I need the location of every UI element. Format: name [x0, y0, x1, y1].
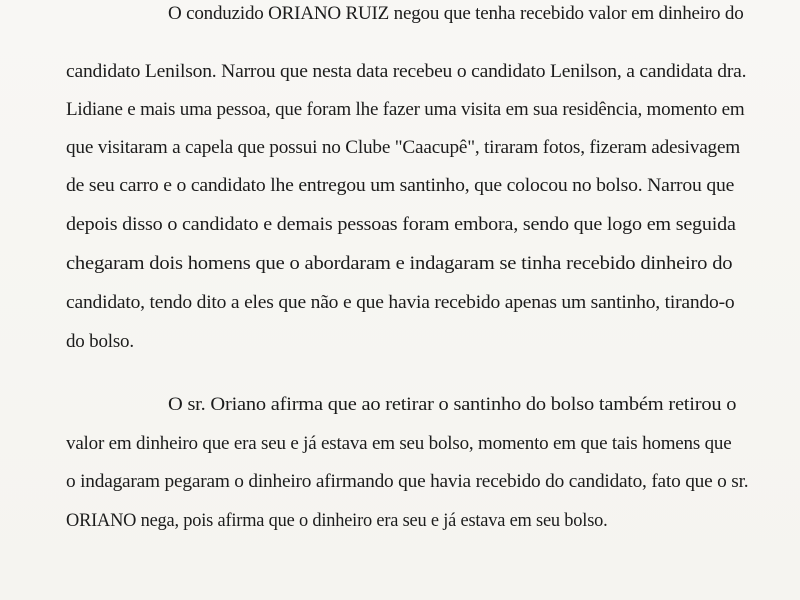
- text-line: O conduzido ORIANO RUIZ negou que tenha recebido valor em dinheiro do: [168, 3, 744, 24]
- text-line: de seu carro e o candidato lhe entregou um santinho, que colocou no bolso. Narrou que: [66, 175, 735, 196]
- text-line: chegaram dois homens que o abordaram e indagaram se tinha recebido dinheiro do: [66, 253, 733, 274]
- text-line: O sr. Oriano afirma que ao retirar o santinho do bolso também retirou o: [168, 394, 737, 415]
- text-line: que visitaram a capela que possui no Clube "Caacupê", tiraram fotos, fizeram adesivagem: [66, 137, 741, 158]
- text-line: candidato Lenilson. Narrou que nesta data recebeu o candidato Lenilson, a candidata dra.: [66, 61, 747, 82]
- text-line: o indagaram pegaram o dinheiro afirmando que havia recebido do candidato, fato que o sr.: [66, 471, 749, 492]
- text-line: Lidiane e mais uma pessoa, que foram lhe fazer uma visita em sua residência, momento em: [66, 99, 745, 120]
- text-line: depois disso o candidato e demais pessoas foram embora, sendo que logo em seguida: [66, 214, 736, 235]
- text-line: do bolso.: [66, 331, 134, 352]
- text-line: valor em dinheiro que era seu e já estava em seu bolso, momento em que tais homens que: [66, 433, 732, 454]
- text-line: ORIANO nega, pois afirma que o dinheiro era seu e já estava em seu bolso.: [66, 510, 608, 531]
- text-line: candidato, tendo dito a eles que não e que havia recebido apenas um santinho, tirando-o: [66, 292, 735, 313]
